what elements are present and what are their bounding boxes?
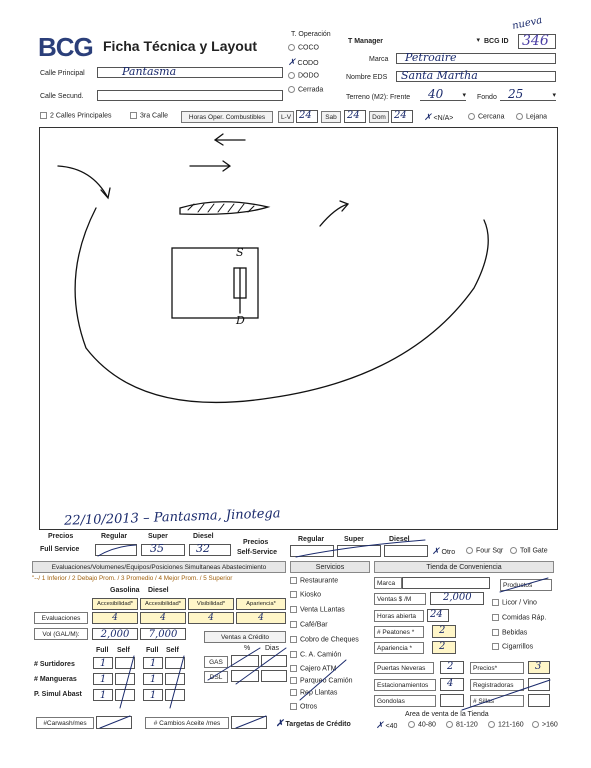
tienda-marca-label: Marca — [374, 577, 402, 589]
servicio-otros[interactable]: Otros — [290, 703, 317, 710]
layout-sketch — [40, 128, 559, 531]
pump-island-box — [172, 248, 258, 318]
sillas-label: # Sillas — [470, 695, 524, 707]
eval-value-4[interactable]: 4 — [236, 612, 286, 624]
full-label-diesel: Full — [146, 647, 159, 654]
vol-label: Vol (GAL/M): — [34, 628, 88, 640]
mang-full-diesel[interactable]: 1 — [143, 673, 163, 685]
servicio-cajero-atm[interactable]: Cajero ATM — [290, 665, 336, 672]
arrow-top-right — [190, 161, 230, 171]
surt-full-diesel[interactable]: 1 — [143, 657, 163, 669]
productos-label: Productos — [500, 579, 552, 591]
calles-principales-checkbox[interactable]: 2 Calles Principales — [40, 112, 111, 119]
horas-abierta-label: Horas abierta — [374, 610, 424, 622]
mang-full-gas[interactable]: 1 — [93, 673, 113, 685]
self-regular-label: Regular — [298, 536, 325, 543]
operacion-cerrada[interactable]: Cerrada — [288, 86, 323, 93]
operacion-codo[interactable]: ✗ CODO — [288, 58, 319, 68]
self-label-diesel: Self — [166, 647, 179, 654]
calle-principal-label: Calle Principal — [40, 70, 85, 77]
lv-label: L-V — [278, 111, 294, 123]
precios-tienda-field[interactable]: 3 — [528, 661, 550, 674]
self-service-label: Self-Service — [237, 549, 278, 556]
col-accesibilidad-diesel: Accesibilidad* — [140, 598, 186, 610]
simul-self-gas[interactable] — [115, 689, 135, 701]
t-manager-select[interactable]: ▾ — [396, 36, 482, 47]
calle-principal-field[interactable]: Pantasma — [97, 67, 283, 78]
precio-super-label: Super — [148, 533, 168, 540]
producto-cigarrillos[interactable]: Cigarrillos — [492, 643, 533, 650]
marca-label: Marca — [369, 56, 389, 63]
mang-self-diesel[interactable] — [165, 673, 185, 685]
eval-value-1[interactable]: 4 — [92, 612, 138, 624]
vol-gas-field[interactable]: 2,000 — [92, 628, 138, 640]
area-81-120[interactable]: 81-120 — [446, 721, 478, 728]
simul-full-diesel[interactable]: 1 — [143, 689, 163, 701]
area-40-80[interactable]: 40-80 — [408, 721, 436, 728]
precio-diesel-label: Diesel — [193, 533, 214, 540]
producto-licor[interactable]: Licor / Vino — [492, 599, 537, 606]
precio-regular-label: Regular — [101, 533, 128, 540]
precios-label: Precios — [48, 533, 74, 540]
operacion-coco[interactable]: COCO — [288, 44, 319, 51]
dsl-label: DSL — [204, 671, 228, 683]
sketch-label-d: D — [236, 314, 245, 327]
puertas-neveras-field[interactable]: 2 — [440, 661, 464, 674]
area-121-160[interactable]: 121-160 — [488, 721, 524, 728]
pct-label: % — [244, 645, 251, 652]
col-accesibilidad-gas: Accesibilidad* — [92, 598, 138, 610]
precios2-label: Precios — [243, 539, 269, 546]
surt-self-diesel[interactable] — [165, 657, 185, 669]
self-super-field[interactable] — [337, 545, 381, 557]
ventas-m-field[interactable]: 2,000 — [430, 592, 484, 605]
estacionamientos-field[interactable]: 4 — [440, 678, 464, 691]
servicio-rep-llantas[interactable]: Rep Llantas — [290, 689, 337, 696]
vol-diesel-field[interactable]: 7,000 — [140, 628, 186, 640]
layout-sketch-area[interactable] — [39, 127, 558, 530]
full-diesel-field[interactable]: 32 — [189, 544, 231, 556]
sketch-label-s: S — [236, 246, 244, 259]
nombre-eds-field[interactable]: Santa Martha — [396, 71, 556, 82]
simul-abast-label: P. Simul Abast — [34, 691, 82, 698]
carwash-field[interactable] — [96, 716, 132, 729]
tercera-calle-checkbox[interactable]: 3ra Calle — [130, 112, 168, 119]
sab-field[interactable]: 24 — [344, 110, 366, 123]
registradoras-label: Registradoras — [470, 679, 524, 691]
gas-dias-field[interactable] — [261, 655, 287, 667]
diesel-eval-label: Diesel — [148, 587, 169, 594]
area-gt160[interactable]: >160 — [532, 721, 558, 728]
arrow-right-curve — [320, 201, 348, 226]
col-visibilidad: Visibilidad* — [188, 598, 234, 610]
ventas-m-label: Ventas $ /M — [374, 593, 426, 605]
otro-radio[interactable]: ✗ Otro — [432, 547, 456, 557]
arrow-left-curve — [58, 166, 110, 198]
gas-label: GAS — [204, 656, 228, 668]
operacion-dodo[interactable]: DODO — [288, 72, 319, 79]
self-super-label: Super — [344, 536, 364, 543]
estacionamientos-label: Estacionamientos — [374, 679, 436, 691]
lv-field[interactable]: 24 — [296, 110, 318, 123]
fondo-field[interactable]: 25 ▾ — [500, 90, 556, 101]
apariencia-field[interactable]: 2 — [432, 641, 456, 654]
gondolas-label: Gondolas — [374, 695, 436, 707]
gondolas-field[interactable] — [440, 694, 464, 707]
dsl-pct-field[interactable] — [231, 670, 259, 682]
carwash-label: #Carwash/mes — [36, 717, 94, 729]
nombre-eds-label: Nombre EDS — [346, 74, 388, 81]
cambios-field[interactable] — [231, 716, 267, 729]
producto-bebidas[interactable]: Bebidas — [492, 629, 527, 636]
servicio-parqueo-camion[interactable]: Parqueo Camión — [290, 677, 353, 684]
dias-label: Dias — [265, 645, 280, 652]
mang-self-gas[interactable] — [115, 673, 135, 685]
brand-logo: BCG — [38, 32, 93, 62]
servicio-venta-llantas[interactable]: Venta LLantas — [290, 606, 345, 613]
evaluaciones-header: Evaluaciones/Volumenes/Equipos/Posiciones Simultaneas Abastecimiento — [32, 561, 286, 573]
gasolina-label: Gasolina — [110, 587, 140, 594]
servicio-restaurante[interactable]: Restaurante — [290, 577, 338, 584]
eval-value-3[interactable]: 4 — [188, 612, 234, 624]
servicios-header: Servicios — [290, 561, 370, 573]
area-venta-label: Area de venta de la Tienda — [405, 711, 489, 718]
self-label-gas: Self — [117, 647, 130, 654]
full-super-field[interactable]: 35 — [141, 544, 185, 556]
bcg-id-field[interactable]: 346 — [518, 34, 556, 49]
evaluaciones-scale: "--/ 1 Inferior / 2 Debajo Prom. / 3 Promedio / 4 Mejor Prom. / 5 Superior — [32, 575, 233, 582]
surt-full-gas[interactable]: 1 — [93, 657, 113, 669]
tarjetas-checkbox[interactable]: ✗ Targetas de Crédito — [276, 719, 351, 729]
producto-comidas[interactable]: Comidas Ráp. — [492, 614, 546, 621]
terreno-label: Terreno (M2): Frente — [346, 94, 411, 101]
marca-field[interactable]: Petroaire — [396, 53, 556, 64]
peatones-label: # Peatones * — [374, 626, 424, 638]
servicio-cafe-bar[interactable]: Café/Bar — [290, 621, 328, 628]
full-regular-field[interactable] — [95, 544, 137, 556]
registradoras-field[interactable] — [528, 678, 550, 691]
servicio-kiosko[interactable]: Kiosko — [290, 591, 321, 598]
cercana-radio[interactable]: Cercana — [468, 113, 504, 120]
surt-self-gas[interactable] — [115, 657, 135, 669]
full-service-label: Full Service — [40, 546, 80, 553]
self-diesel-label: Diesel — [389, 536, 410, 543]
simul-self-diesel[interactable] — [165, 689, 185, 701]
cambios-label: # Cambios Aceite /mes — [145, 717, 229, 729]
road-curve — [75, 208, 488, 402]
self-diesel-field[interactable] — [384, 545, 428, 557]
peatones-field[interactable]: 2 — [432, 625, 456, 638]
full-label-gas: Full — [96, 647, 109, 654]
sillas-field[interactable] — [528, 694, 550, 707]
gas-pct-field[interactable] — [231, 655, 259, 667]
dom-label: Dom — [369, 111, 389, 123]
lejana-radio[interactable]: Lejana — [516, 113, 547, 120]
servicio-cobro-cheques[interactable]: Cobro de Cheques — [290, 636, 359, 643]
page-title: Ficha Técnica y Layout — [103, 38, 258, 54]
col-apariencia: Apariencia* — [236, 598, 286, 610]
ventas-credito-button[interactable]: Ventas a Crédito — [204, 631, 286, 643]
horas-oper-button[interactable]: Horas Oper. Combustibles — [181, 111, 273, 123]
tienda-header: Tienda de Conveniencia — [374, 561, 554, 573]
tienda-marca-field[interactable] — [402, 577, 490, 589]
evaluaciones-label: Evaluaciones — [34, 612, 88, 624]
eval-value-2[interactable]: 4 — [140, 612, 186, 624]
na-radio[interactable]: ✗ <N/A> — [424, 113, 454, 123]
fondo-label: Fondo — [477, 94, 497, 101]
sab-label: Sab — [321, 111, 341, 123]
simul-full-gas[interactable]: 1 — [93, 689, 113, 701]
arrow-top-left — [215, 134, 245, 145]
calle-secund-field[interactable] — [97, 90, 283, 101]
dsl-dias-field[interactable] — [261, 670, 287, 682]
servicio-ca-camion[interactable]: C. A. Camión — [290, 651, 341, 658]
precios-tienda-label: Precios* — [470, 662, 524, 674]
four-sqr-radio[interactable]: Four Sqr — [466, 547, 503, 554]
t-operacion-label: T. Operación — [291, 31, 331, 38]
apariencia-label: Apariencia * — [374, 642, 424, 654]
area-lt40[interactable]: ✗ <40 — [376, 721, 398, 731]
signature-note: 22/10/2013 – Pantasma, Jinotega — [63, 506, 281, 529]
calle-secund-label: Calle Secund. — [40, 93, 84, 100]
bcg-id-label: BCG ID — [484, 38, 509, 45]
frente-field[interactable]: 40 ▾ — [420, 90, 466, 101]
self-regular-field[interactable] — [290, 545, 334, 557]
toll-gate-radio[interactable]: Toll Gate — [510, 547, 548, 554]
mangueras-label: # Mangueras — [34, 676, 77, 683]
surtidores-label: # Surtidores — [34, 661, 75, 668]
horas-abierta-field[interactable]: 24 — [427, 609, 449, 622]
puertas-neveras-label: Puertas Neveras — [374, 662, 434, 674]
nueva-note: nueva — [511, 14, 544, 33]
t-manager-label: T Manager — [348, 38, 384, 45]
dom-field[interactable]: 24 — [391, 110, 413, 123]
